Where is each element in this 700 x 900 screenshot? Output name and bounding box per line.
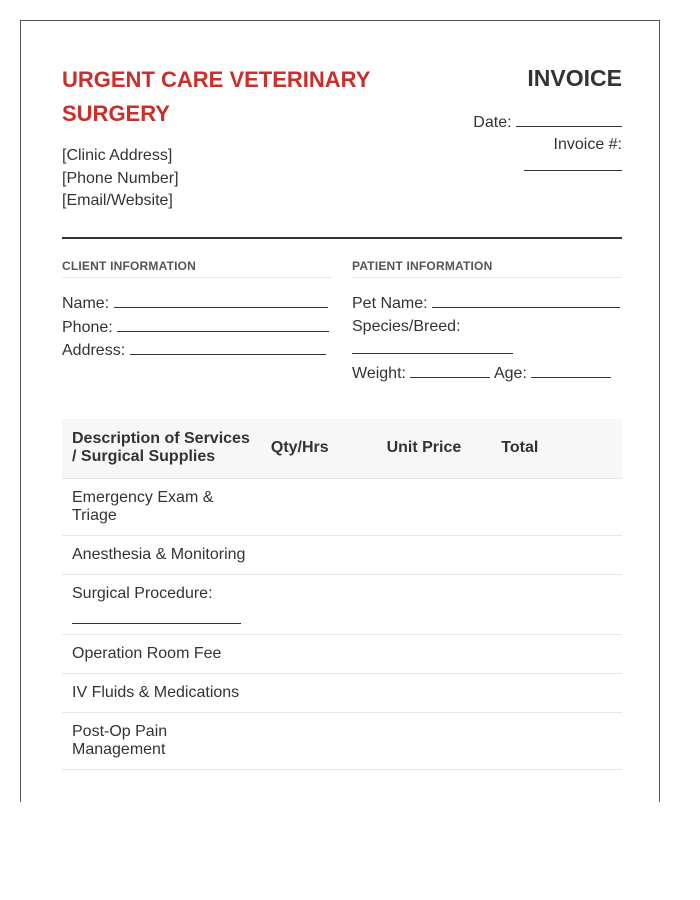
patient-information-heading: PATIENT INFORMATION bbox=[352, 259, 622, 278]
surgical-procedure-field[interactable] bbox=[72, 603, 241, 624]
header-total: Total bbox=[491, 419, 622, 479]
table-row bbox=[62, 674, 622, 713]
clinic-name: URGENT CARE VETERINARY SURGERY bbox=[62, 67, 371, 126]
row-description: Operation Room Fee bbox=[62, 635, 261, 674]
invoice-number-row-2 bbox=[422, 156, 622, 178]
row-description-cell bbox=[62, 575, 261, 635]
pet-name-row bbox=[352, 292, 622, 316]
row-description: Anesthesia & Monitoring bbox=[62, 536, 261, 575]
client-address-label: Address: bbox=[62, 342, 126, 359]
invoice-number-label: Invoice #: bbox=[553, 136, 622, 153]
row-total[interactable] bbox=[491, 674, 622, 713]
clinic-email: [Email/Website] bbox=[62, 192, 173, 209]
row-total[interactable] bbox=[491, 635, 622, 674]
header-qty: Qty/Hrs bbox=[261, 419, 377, 479]
age-label: Age: bbox=[493, 364, 527, 382]
row-description: IV Fluids & Medications bbox=[62, 674, 261, 713]
clinic-contact bbox=[62, 145, 179, 213]
date-field[interactable] bbox=[516, 112, 622, 127]
client-name-field[interactable] bbox=[114, 292, 328, 308]
row-total[interactable] bbox=[491, 479, 622, 536]
row-qty[interactable] bbox=[261, 674, 377, 713]
table-header-row bbox=[62, 419, 622, 479]
client-information bbox=[62, 259, 332, 363]
table-row bbox=[62, 536, 622, 575]
client-name-row bbox=[62, 292, 332, 316]
row-unit-price[interactable] bbox=[377, 575, 492, 635]
row-qty[interactable] bbox=[261, 536, 377, 575]
invoice-number-row bbox=[422, 134, 622, 156]
client-phone-label: Phone: bbox=[62, 318, 113, 336]
species-label: Species/Breed: bbox=[352, 317, 461, 335]
invoice-date-row bbox=[422, 112, 622, 134]
pet-name-field[interactable] bbox=[432, 292, 620, 308]
client-address-field[interactable] bbox=[130, 339, 326, 355]
header-divider bbox=[62, 237, 622, 239]
row-total[interactable] bbox=[491, 536, 622, 575]
row-unit-price[interactable] bbox=[377, 479, 492, 536]
row-total[interactable] bbox=[491, 713, 622, 770]
table-row bbox=[62, 713, 622, 770]
row-unit-price[interactable] bbox=[377, 536, 492, 575]
row-qty[interactable] bbox=[261, 479, 377, 536]
invoice-page bbox=[20, 20, 660, 802]
row-qty[interactable] bbox=[261, 713, 377, 770]
invoice-number-field[interactable] bbox=[524, 156, 622, 171]
row-description: Post-Op Pain Management bbox=[62, 713, 261, 770]
row-description: Surgical Procedure: bbox=[72, 585, 213, 602]
date-label: Date: bbox=[473, 114, 512, 131]
table-row bbox=[62, 479, 622, 536]
client-name-label: Name: bbox=[62, 295, 110, 312]
species-blank-row bbox=[352, 338, 622, 362]
table-row bbox=[62, 575, 622, 635]
client-phone-field[interactable] bbox=[117, 316, 329, 332]
row-unit-price[interactable] bbox=[377, 635, 492, 674]
client-information-heading: CLIENT INFORMATION bbox=[62, 259, 332, 278]
header-unit-price: Unit Price bbox=[377, 419, 492, 479]
invoice-meta bbox=[422, 112, 622, 178]
row-unit-price[interactable] bbox=[377, 713, 492, 770]
row-total[interactable] bbox=[491, 575, 622, 635]
table-row bbox=[62, 635, 622, 674]
row-unit-price[interactable] bbox=[377, 674, 492, 713]
weight-age-row bbox=[352, 362, 622, 386]
species-row bbox=[352, 316, 622, 339]
client-phone-row bbox=[62, 316, 332, 340]
header-description: Description of Services / Surgical Supplies bbox=[62, 419, 261, 479]
row-description: Emergency Exam & Triage bbox=[62, 479, 261, 536]
row-qty[interactable] bbox=[261, 635, 377, 674]
invoice-title: INVOICE bbox=[527, 65, 622, 91]
species-field[interactable] bbox=[352, 338, 513, 354]
age-field[interactable] bbox=[531, 362, 611, 378]
weight-label: Weight: bbox=[352, 364, 406, 382]
client-address-row bbox=[62, 339, 332, 363]
clinic-phone: [Phone Number] bbox=[62, 169, 179, 187]
weight-field[interactable] bbox=[410, 362, 490, 378]
patient-information bbox=[352, 259, 622, 385]
services-table bbox=[62, 419, 622, 770]
row-qty[interactable] bbox=[261, 575, 377, 635]
pet-name-label: Pet Name: bbox=[352, 295, 428, 312]
clinic-address: [Clinic Address] bbox=[62, 147, 173, 164]
